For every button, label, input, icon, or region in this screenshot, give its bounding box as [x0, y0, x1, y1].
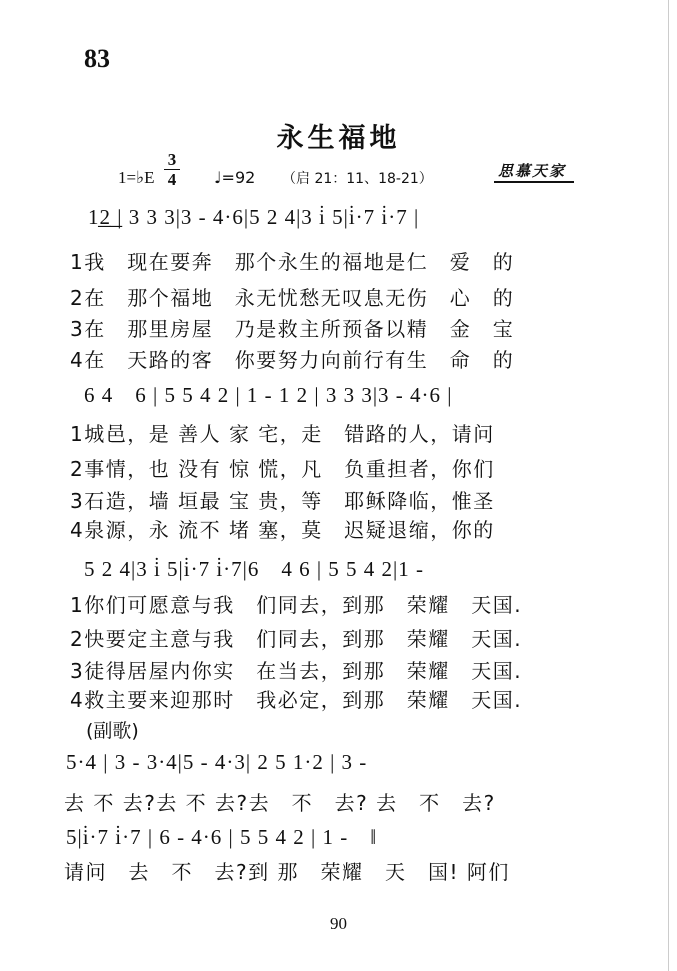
lyric-line-2-verse-4: 4泉源，永 流不 堵 塞，莫 迟疑退缩，你的 — [70, 518, 495, 542]
notation-line-1: 1͟2͟ | 3 3 3|3 - 4·6|5 2 4|3 i̇ 5|i̇·7 i̇·7 | — [88, 205, 420, 229]
lyric-line-3-verse-1: 1你们可愿意与我 们同去，到那 荣耀 天国. — [70, 593, 523, 617]
lyric-line-3-verse-3: 3徒得居屋内你实 在当去，到那 荣耀 天国. — [70, 659, 523, 683]
chorus-lyric-line-1: 去 不 去?去 不 去?去 不 去? 去 不 去? — [64, 791, 496, 815]
page-number: 90 — [330, 914, 347, 933]
song-title: 永生福地 — [276, 123, 401, 154]
scripture-reference: （启 21：11、18-21） — [282, 171, 433, 187]
lyric-line-1-verse-3: 3在 那里房屋 乃是救主所预备以精 金 宝 — [70, 317, 515, 341]
meter-denominator: 4 — [167, 170, 177, 189]
lyric-line-2-verse-1: 1城邑，是 善人 家 宅，走 错路的人，请问 — [70, 422, 495, 446]
lyric-line-1-verse-1: 1我 现在要奔 那个永生的福地是仁 爱 的 — [70, 250, 515, 274]
lyric-line-3-verse-2: 2快要定主意与我 们同去，到那 荣耀 天国. — [70, 627, 523, 651]
lyric-line-1-verse-2: 2在 那个福地 永无忧愁无叹息无伤 心 的 — [70, 286, 515, 310]
notation-line-3: 5 2 4|3 i̇ 5|i̇·7 i̇·7|6 4 6 | 5 5 4 2|1 - — [84, 557, 425, 581]
meter-numerator: 3 — [167, 150, 177, 169]
lyric-line-2-verse-2: 2事情，也 没有 惊 慌，凡 负重担者，你们 — [70, 457, 495, 481]
lyric-line-2-verse-3: 3石造，墙 垣最 宝 贵，等 耶稣降临，惟圣 — [70, 489, 495, 513]
chorus-lyric-line-2: 请问 去 不 去?到 那 荣耀 天 国! 阿们 — [64, 860, 510, 884]
author-underline — [494, 181, 574, 183]
chorus-notation-line-2: 5|i̇·7 i̇·7 | 6 - 4·6 | 5 5 4 2 | 1 - ‖ — [66, 825, 378, 849]
time-signature — [164, 151, 180, 188]
author-credit: 思慕天家 — [498, 162, 567, 180]
chorus-label: (副歌) — [86, 720, 139, 742]
lyric-line-3-verse-4: 4救主要来迎那时 我必定，到那 荣耀 天国. — [70, 688, 523, 712]
key-signature: 1=♭E — [118, 168, 155, 187]
page-edge — [668, 0, 675, 971]
chorus-notation-line-1: 5·4 | 3 - 3·4|5 - 4·3| 2 5 1·2 | 3 - — [66, 750, 368, 774]
tempo-marking: ♩=92 — [214, 168, 256, 187]
lyric-line-1-verse-4: 4在 天路的客 你要努力向前行有生 命 的 — [70, 348, 515, 372]
notation-line-2: 6 4 6 | 5 5 4 2 | 1 - 1 2 | 3 3 3|3 - 4·6 | — [84, 383, 453, 407]
hymn-number: 83 — [84, 44, 110, 73]
